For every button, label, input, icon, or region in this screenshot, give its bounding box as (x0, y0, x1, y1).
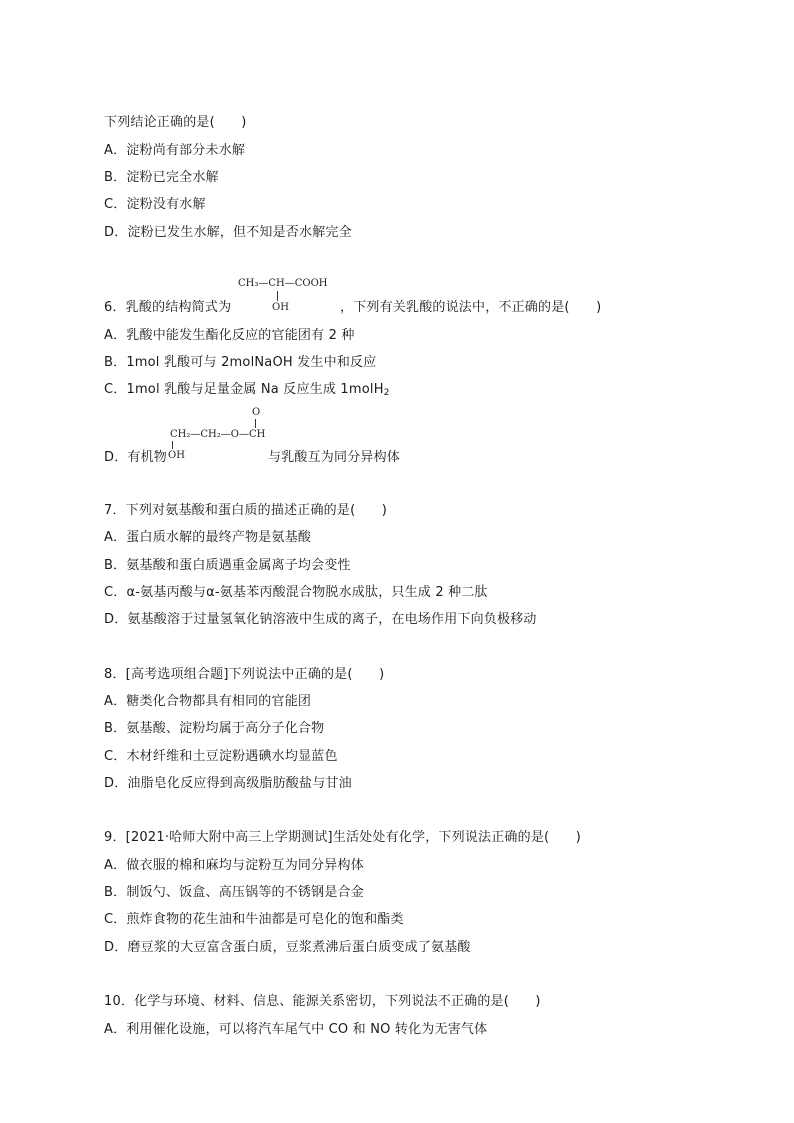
lactic-acid-formula: CH₃—CH—COOH (238, 278, 328, 289)
option-d: D．氨基酸溶于过量氢氧化钠溶液中生成的离子，在电场作用下向负极移动 (104, 612, 537, 627)
bond-line (172, 441, 173, 449)
option-c: C．α-氨基丙酸与α-氨基苯丙酸混合物脱水成肽，只生成 2 种二肽 (104, 585, 488, 600)
question-8-stem: 8．[高考选项组合题]下列说法中正确的是( ) (104, 667, 385, 682)
option-a: A．淀粉尚有部分未水解 (104, 143, 246, 158)
question-6-stem-end: ，下列有关乳酸的说法中，不正确的是( ) (340, 300, 602, 315)
isomer-oh: OH (168, 450, 185, 461)
option-d: D．淀粉已发生水解，但不知是否水解完全 (104, 225, 352, 240)
option-b: B．氨基酸和蛋白质遇重金属离子均会变性 (104, 558, 351, 573)
option-a: A．乳酸中能发生酯化反应的官能团有 2 种 (104, 328, 355, 343)
option-b: B．淀粉已完全水解 (104, 170, 219, 185)
option-a: A．做衣服的棉和麻均与淀粉互为同分异构体 (104, 858, 364, 873)
question-10-stem: 10．化学与环境、材料、信息、能源关系密切，下列说法不正确的是( ) (104, 994, 541, 1009)
option-c: C．淀粉没有水解 (104, 197, 206, 212)
option-b: B．制饭勺、饭盒、高压锅等的不锈钢是合金 (104, 885, 364, 900)
bond-line (255, 419, 256, 428)
option-d: D．油脂皂化反应得到高级脂肪酸盐与甘油 (104, 776, 352, 791)
option-d: D．磨豆浆的大豆富含蛋白质，豆浆煮沸后蛋白质变成了氨基酸 (104, 940, 471, 955)
isomer-formula: CH₂—CH₂—O—CH (170, 429, 266, 440)
lactic-acid-oh: OH (272, 302, 289, 313)
option-c: C．1mol 乳酸与足量金属 Na 反应生成 1molH$_2$ (104, 382, 390, 398)
option-c: C．煎炸食物的花生油和牛油都是可皂化的饱和酯类 (104, 912, 404, 927)
option-b: B．1mol 乳酸可与 2molNaOH 发生中和反应 (104, 355, 377, 370)
question-stem: 下列结论正确的是( ) (104, 115, 247, 130)
option-a: A．糖类化合物都具有相同的官能团 (104, 694, 312, 709)
option-c: C．木材纤维和土豆淀粉遇碘水均显蓝色 (104, 749, 338, 764)
question-7-stem: 7．下列对氨基酸和蛋白质的描述正确的是( ) (104, 503, 388, 518)
question-6-stem-start: 6．乳酸的结构简式为 (104, 300, 232, 315)
option-a: A．利用催化设施，可以将汽车尾气中 CO 和 NO 转化为无害气体 (104, 1022, 488, 1037)
option-a: A．蛋白质水解的最终产物是氨基酸 (104, 530, 312, 545)
ester-carbonyl-o: O (252, 407, 261, 418)
option-d-end: 与乳酸互为同分异构体 (268, 450, 401, 465)
option-d-start: D．有机物 (104, 450, 168, 465)
question-9-stem: 9．[2021·哈师大附中高三上学期测试]生活处处有化学，下列说法正确的是( ) (104, 830, 581, 845)
bond-line (277, 291, 278, 301)
option-b: B．氨基酸、淀粉均属于高分子化合物 (104, 721, 325, 736)
